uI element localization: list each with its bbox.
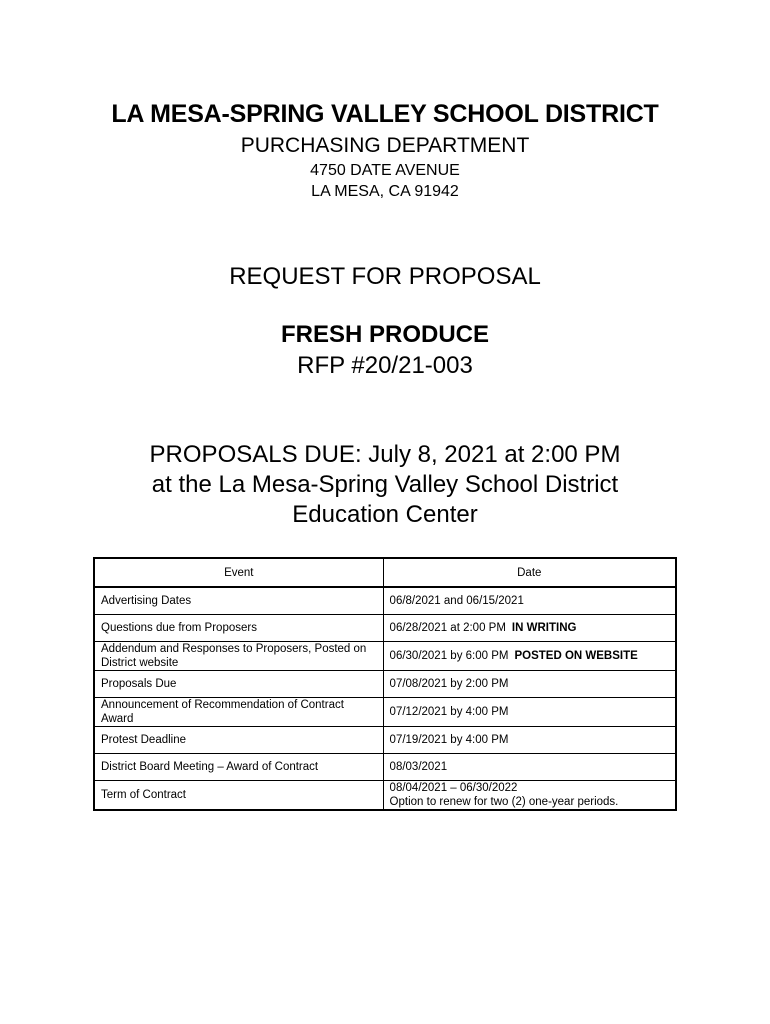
date-value: 06/8/2021 and 06/15/2021 xyxy=(389,595,524,607)
event-cell: Announcement of Recommendation of Contract Award xyxy=(94,698,383,727)
date-cell xyxy=(383,615,676,642)
table-row xyxy=(94,642,676,671)
event-cell: Protest Deadline xyxy=(94,727,383,754)
date-note: POSTED ON WEBSITE xyxy=(514,650,638,662)
date-cell xyxy=(383,781,676,811)
date-value: 08/03/2021 xyxy=(389,761,448,773)
date-value: 07/12/2021 by 4:00 PM xyxy=(389,706,509,718)
event-cell: District Board Meeting – Award of Contract xyxy=(94,754,383,781)
rfp-heading: REQUEST FOR PROPOSAL xyxy=(229,263,541,290)
date-value: 07/08/2021 by 2:00 PM xyxy=(389,678,509,690)
table-row xyxy=(94,698,676,727)
department-name: PURCHASING DEPARTMENT xyxy=(240,134,530,157)
date-cell xyxy=(383,727,676,754)
project-title: FRESH PRODUCE xyxy=(280,321,490,348)
schedule-table xyxy=(93,557,677,811)
event-cell: Addendum and Responses to Proposers, Posted on District website xyxy=(94,642,383,671)
date-cell xyxy=(383,587,676,615)
address-street: 4750 DATE AVENUE xyxy=(310,162,460,179)
date-value: 07/19/2021 by 4:00 PM xyxy=(389,734,509,746)
table-row xyxy=(94,615,676,642)
table-row xyxy=(94,587,676,615)
date-cell xyxy=(383,754,676,781)
address-city: LA MESA, CA 91942 xyxy=(311,183,459,200)
date-column-header: Date xyxy=(383,558,676,587)
proposals-due-venue-line: Education Center xyxy=(292,501,478,528)
proposals-due-line: PROPOSALS DUE: July 8, 2021 at 2:00 PM xyxy=(149,441,621,468)
date-value: 06/28/2021 at 2:00 PM xyxy=(389,622,506,634)
date-cell xyxy=(383,698,676,727)
district-title: LA MESA-SPRING VALLEY SCHOOL DISTRICT xyxy=(111,100,659,128)
date-cell xyxy=(383,671,676,698)
date-value: 08/04/2021 – 06/30/2022 xyxy=(389,782,518,794)
event-cell: Term of Contract xyxy=(94,781,383,811)
rfp-number: RFP #20/21-003 xyxy=(297,352,473,379)
proposals-due-location-line: at the La Mesa-Spring Valley School District xyxy=(151,471,619,498)
event-cell: Advertising Dates xyxy=(94,587,383,615)
event-column-header: Event xyxy=(94,558,383,587)
table-row xyxy=(94,781,676,811)
proposals-due-block xyxy=(0,440,770,530)
event-cell: Proposals Due xyxy=(94,671,383,698)
date-note: IN WRITING xyxy=(511,622,577,634)
table-row xyxy=(94,671,676,698)
event-cell: Questions due from Proposers xyxy=(94,615,383,642)
date-value: 06/30/2021 by 6:00 PM xyxy=(389,650,509,662)
table-row xyxy=(94,754,676,781)
schedule-header-row xyxy=(94,558,676,587)
date-note: Option to renew for two (2) one-year periods. xyxy=(389,796,619,808)
date-cell xyxy=(383,642,676,671)
table-row xyxy=(94,727,676,754)
